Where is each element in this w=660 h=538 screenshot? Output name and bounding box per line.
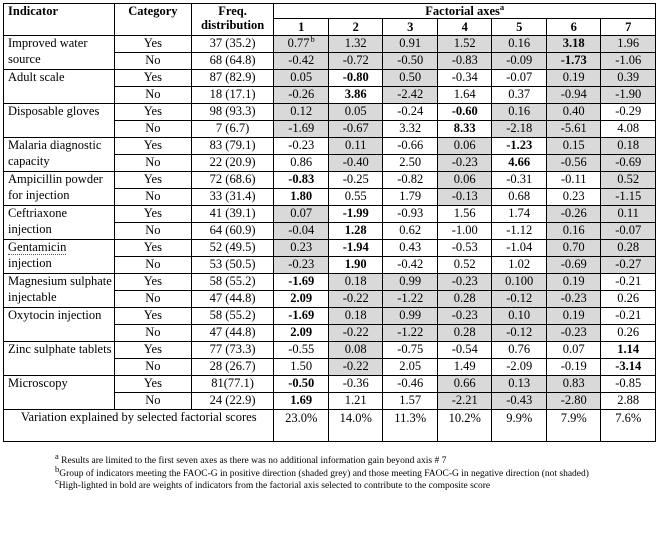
footnote-c (55, 475, 643, 492)
axis-value-cell: -1.22 (383, 325, 438, 342)
freq-distribution-cell: 83 (79.1) (191, 138, 274, 155)
axis-value-cell: 0.28 (601, 240, 656, 257)
axis-value-cell: 0.07 (274, 206, 329, 223)
indicator-cell: Improved water source (4, 36, 115, 70)
factorial-axes-title: Factorial axes (425, 4, 500, 18)
axis-value-cell: -0.12 (492, 291, 547, 308)
axis-value-cell: -1.12 (492, 223, 547, 240)
freq-distribution-cell: 52 (49.5) (191, 240, 274, 257)
freq-distribution-cell: 58 (55.2) (191, 274, 274, 291)
axis-value-cell: 0.05 (328, 104, 383, 121)
indicator-cell: Magnesium sulphate injectable (4, 274, 115, 308)
axis-value-cell: 0.26 (601, 291, 656, 308)
axis-value-cell: 0.76 (492, 342, 547, 359)
footnote-a-text: Results are limited to the first seven axes as there was no additional information gain beyond axis # 7 (61, 456, 447, 467)
axis-value-cell: 0.13 (492, 376, 547, 393)
axis-value-cell: 0.16 (546, 223, 601, 240)
axis-value-cell: -0.53 (437, 240, 492, 257)
indicator-cell: Oxytocin injection (4, 308, 115, 342)
table-row (4, 376, 656, 393)
axis-value-cell: -0.19 (546, 359, 601, 376)
axis-value-cell: 1.69 (274, 393, 329, 410)
axis-value-cell: -0.42 (274, 53, 329, 70)
footnote-marker-a-ref: a (499, 3, 505, 12)
column-header-indicator: Indicator (4, 4, 115, 36)
axis-value-cell: -0.80 (328, 70, 383, 87)
axis-value-cell: 0.10 (492, 308, 547, 325)
table-row (4, 308, 656, 325)
axis-value-cell: -0.50 (274, 376, 329, 393)
axis-value-cell: -0.27 (601, 257, 656, 274)
axis-value-cell: 1.96 (601, 36, 656, 53)
freq-distribution-cell: 7 (6.7) (191, 121, 274, 138)
axis-value-cell: -5.61 (546, 121, 601, 138)
axis-value-cell: -0.31 (492, 172, 547, 189)
axis-value-cell: -0.21 (601, 308, 656, 325)
axis-value-cell: 0.40 (546, 104, 601, 121)
table-row (4, 138, 656, 155)
axis-value-cell: 0.23 (274, 240, 329, 257)
freq-distribution-cell: 33 (31.4) (191, 189, 274, 206)
table-row (4, 206, 656, 223)
indicator-cell: Gentamicin injection (4, 240, 115, 274)
axis-value-cell: -0.56 (546, 155, 601, 172)
axis-value-cell: -1.73 (546, 53, 601, 70)
axis-value-cell: 2.09 (274, 325, 329, 342)
axis-value-cell: 1.56 (437, 206, 492, 223)
axis-value-cell: -3.14 (601, 359, 656, 376)
axis-value-cell: 1.90 (328, 257, 383, 274)
axis-value-cell: -0.04 (274, 223, 329, 240)
axis-value-cell: 1.57 (383, 393, 438, 410)
table-row (4, 36, 656, 53)
column-header-axis-1: 1 (274, 19, 329, 36)
axis-value-cell: 0.11 (601, 206, 656, 223)
axis-value-cell: -0.23 (546, 325, 601, 342)
axis-value-cell: -0.23 (274, 138, 329, 155)
axis-value-cell: -0.55 (274, 342, 329, 359)
axis-value-cell: 0.06 (437, 172, 492, 189)
variation-value-axis-1: 23.0% (274, 410, 329, 442)
category-cell: No (115, 87, 192, 104)
axis-value-cell: -0.22 (328, 291, 383, 308)
axis-value-cell: 0.26 (601, 325, 656, 342)
column-header-factorial-axes (274, 4, 656, 19)
axis-value-cell: 0.28 (437, 325, 492, 342)
axis-value-cell: 0.66 (437, 376, 492, 393)
axis-value-cell: 0.37 (492, 87, 547, 104)
footnote-c-text: High-lighted in bold are weights of indicators from the factorial axis selected to contribute to the composite score (58, 481, 491, 492)
footnote-b-marker: b (55, 463, 60, 474)
axis-value-cell: 0.28 (437, 291, 492, 308)
axis-value-cell: 1.79 (383, 189, 438, 206)
category-cell: Yes (115, 172, 192, 189)
column-header-axis-2: 2 (328, 19, 383, 36)
axis-value-cell: -0.72 (328, 53, 383, 70)
footnotes (55, 451, 643, 492)
variation-explained-label: Variation explained by selected factorial scores (4, 410, 274, 442)
axis-value-cell: -2.80 (546, 393, 601, 410)
axis-value-cell: 0.15 (546, 138, 601, 155)
category-cell: Yes (115, 274, 192, 291)
footnote-b (55, 463, 643, 480)
category-cell: Yes (115, 240, 192, 257)
axis-value-cell: 0.77$^b$ (274, 36, 329, 53)
axis-value-cell: -2.42 (383, 87, 438, 104)
axis-value-cell: -0.23 (437, 155, 492, 172)
axis-value-cell: 1.49 (437, 359, 492, 376)
axis-value-cell: 0.99 (383, 308, 438, 325)
axis-value-cell: 0.12 (274, 104, 329, 121)
column-header-axis-4: 4 (437, 19, 492, 36)
indicator-cell: Malaria diagnostic capacity (4, 138, 115, 172)
column-header-axis-5: 5 (492, 19, 547, 36)
freq-distribution-cell: 41 (39.1) (191, 206, 274, 223)
axis-value-cell: -1.69 (274, 274, 329, 291)
axis-value-cell: 0.62 (383, 223, 438, 240)
axis-value-cell: 2.88 (601, 393, 656, 410)
category-cell: No (115, 291, 192, 308)
indicator-cell: Zinc sulphate tablets (4, 342, 115, 376)
freq-distribution-cell: 64 (60.9) (191, 223, 274, 240)
category-cell: Yes (115, 342, 192, 359)
axis-value-cell: 1.21 (328, 393, 383, 410)
column-header-axis-7: 7 (601, 19, 656, 36)
axis-value-cell: -1.69 (274, 121, 329, 138)
indicator-cell: Ceftriaxone injection (4, 206, 115, 240)
axis-value-cell: -0.26 (274, 87, 329, 104)
factorial-axes-table (3, 3, 656, 442)
freq-distribution-cell: 53 (50.5) (191, 257, 274, 274)
axis-value-cell: -0.83 (437, 53, 492, 70)
category-cell: Yes (115, 36, 192, 53)
indicator-underlined-word: Gentamicin (8, 240, 67, 255)
axis-value-cell: 0.83 (546, 376, 601, 393)
category-cell: No (115, 189, 192, 206)
footnote-b-text: Group of indicators meeting the FAOC-G in positive direction (shaded grey) and those meeting FAOC-G in negative direction (not shaded) (59, 468, 589, 479)
column-header-category: Category (115, 4, 192, 36)
table-body (4, 36, 656, 410)
axis-value-cell: 0.100 (492, 274, 547, 291)
category-cell: No (115, 257, 192, 274)
axis-value-cell: 0.86 (274, 155, 329, 172)
axis-value-cell: 8.33 (437, 121, 492, 138)
axis-value-cell: 1.28 (328, 223, 383, 240)
axis-value-cell: -0.94 (546, 87, 601, 104)
axis-value-cell: -1.04 (492, 240, 547, 257)
axis-value-cell: 0.08 (328, 342, 383, 359)
category-cell: No (115, 223, 192, 240)
axis-value-cell: 0.19 (546, 70, 601, 87)
axis-value-cell: 0.52 (437, 257, 492, 274)
axis-value-cell: -0.23 (546, 291, 601, 308)
axis-value-cell: 0.05 (274, 70, 329, 87)
axis-value-cell: 0.06 (437, 138, 492, 155)
freq-distribution-cell: 22 (20.9) (191, 155, 274, 172)
category-cell: Yes (115, 104, 192, 121)
axis-value-cell: 3.18 (546, 36, 601, 53)
footnote-a (55, 451, 643, 467)
axis-value-cell: -1.23 (492, 138, 547, 155)
axis-value-cell: -0.42 (383, 257, 438, 274)
axis-value-cell: 0.55 (328, 189, 383, 206)
axis-value-cell: -1.06 (601, 53, 656, 70)
axis-value-cell: 1.80 (274, 189, 329, 206)
footnote-a-marker: a (55, 451, 59, 462)
freq-distribution-cell: 37 (35.2) (191, 36, 274, 53)
axis-value-cell: 1.64 (437, 87, 492, 104)
axis-value-cell: -0.69 (601, 155, 656, 172)
axis-value-cell: 1.52 (437, 36, 492, 53)
axis-value-cell: -0.12 (492, 325, 547, 342)
axis-value-cell: 4.66 (492, 155, 547, 172)
freq-distribution-cell: 68 (64.8) (191, 53, 274, 70)
header-row-1 (4, 4, 656, 19)
axis-value-cell: -1.22 (383, 291, 438, 308)
axis-value-cell: -0.13 (437, 189, 492, 206)
freq-distribution-cell: 58 (55.2) (191, 308, 274, 325)
table-header (4, 4, 656, 36)
category-cell: Yes (115, 308, 192, 325)
axis-value-cell: 2.09 (274, 291, 329, 308)
freq-distribution-cell: 77 (73.3) (191, 342, 274, 359)
footnote-c-marker: c (55, 475, 59, 486)
axis-value-cell: -0.22 (328, 359, 383, 376)
category-cell: Yes (115, 70, 192, 87)
axis-value-cell: 1.50 (274, 359, 329, 376)
table-row (4, 104, 656, 121)
freq-distribution-cell: 47 (44.8) (191, 291, 274, 308)
table-row (4, 274, 656, 291)
axis-value-cell: -1.90 (601, 87, 656, 104)
freq-distribution-cell: 98 (93.3) (191, 104, 274, 121)
axis-value-cell: -1.00 (437, 223, 492, 240)
axis-value-cell: 1.02 (492, 257, 547, 274)
axis-value-cell: -1.94 (328, 240, 383, 257)
axis-value-cell: 0.68 (492, 189, 547, 206)
axis-value-cell: -1.15 (601, 189, 656, 206)
axis-value-cell: -0.60 (437, 104, 492, 121)
axis-value-cell: -0.24 (383, 104, 438, 121)
freq-distribution-cell: 18 (17.1) (191, 87, 274, 104)
axis-value-cell: -0.75 (383, 342, 438, 359)
category-cell: No (115, 393, 192, 410)
freq-distribution-cell: 24 (22.9) (191, 393, 274, 410)
indicator-cell: Microscopy (4, 376, 115, 410)
axis-value-cell: 3.86 (328, 87, 383, 104)
axis-value-cell: -0.93 (383, 206, 438, 223)
axis-value-cell: -0.25 (328, 172, 383, 189)
axis-value-cell: 0.18 (328, 274, 383, 291)
axis-value-cell: -0.46 (383, 376, 438, 393)
indicator-cell: Disposable gloves (4, 104, 115, 138)
axis-value-cell: -0.69 (546, 257, 601, 274)
axis-value-cell: -0.21 (601, 274, 656, 291)
table-row (4, 342, 656, 359)
axis-value-cell: 0.43 (383, 240, 438, 257)
column-header-axis-6: 6 (546, 19, 601, 36)
axis-value-cell: -0.22 (328, 325, 383, 342)
axis-value-cell: -0.11 (546, 172, 601, 189)
axis-value-cell: -0.67 (328, 121, 383, 138)
axis-value-cell: 0.16 (492, 36, 547, 53)
axis-value-cell: 0.11 (328, 138, 383, 155)
table-row (4, 172, 656, 189)
axis-value-cell: 1.14 (601, 342, 656, 359)
axis-value-cell: 0.39 (601, 70, 656, 87)
axis-value-cell: 0.99 (383, 274, 438, 291)
category-cell: No (115, 155, 192, 172)
variation-value-axis-6: 7.9% (546, 410, 601, 442)
category-cell: No (115, 53, 192, 70)
axis-value-cell: 1.32 (328, 36, 383, 53)
freq-distribution-cell: 81(77.1) (191, 376, 274, 393)
freq-distribution-cell: 87 (82.9) (191, 70, 274, 87)
axis-value-cell: -0.43 (492, 393, 547, 410)
category-cell: Yes (115, 138, 192, 155)
axis-value-cell: -0.09 (492, 53, 547, 70)
table-footer (4, 410, 656, 442)
axis-value-cell: 0.23 (546, 189, 601, 206)
axis-value-cell: -0.40 (328, 155, 383, 172)
axis-value-cell: -2.18 (492, 121, 547, 138)
axis-value-cell: -0.07 (492, 70, 547, 87)
axis-value-cell: -0.23 (437, 308, 492, 325)
axis-value-cell: -0.34 (437, 70, 492, 87)
axis-value-cell: -0.83 (274, 172, 329, 189)
axis-value-cell: -0.26 (546, 206, 601, 223)
axis-value-cell: 0.19 (546, 308, 601, 325)
column-header-freq-distribution: Freq. distribution (191, 4, 274, 36)
category-cell: Yes (115, 376, 192, 393)
axis-value-cell: 0.18 (601, 138, 656, 155)
axis-value-cell: 0.50 (383, 70, 438, 87)
axis-value-cell: 0.52 (601, 172, 656, 189)
axis-value-cell: 2.50 (383, 155, 438, 172)
axis-value-cell: -2.09 (492, 359, 547, 376)
category-cell: Yes (115, 206, 192, 223)
footnote-b-ref: b (310, 35, 315, 45)
variation-value-axis-7: 7.6% (601, 410, 656, 442)
axis-value-cell: -1.99 (328, 206, 383, 223)
axis-value-cell: -1.69 (274, 308, 329, 325)
category-cell: No (115, 325, 192, 342)
axis-value-cell: 1.74 (492, 206, 547, 223)
freq-distribution-cell: 28 (26.7) (191, 359, 274, 376)
axis-value-cell: 0.18 (328, 308, 383, 325)
axis-value-cell: -0.23 (437, 274, 492, 291)
table-row (4, 70, 656, 87)
table-row (4, 240, 656, 257)
variation-value-axis-2: 14.0% (328, 410, 383, 442)
axis-value-cell: 2.05 (383, 359, 438, 376)
category-cell: No (115, 121, 192, 138)
axis-value-cell: -0.82 (383, 172, 438, 189)
axis-value-cell: 0.07 (546, 342, 601, 359)
axis-value-cell: -0.50 (383, 53, 438, 70)
variation-value-axis-4: 10.2% (437, 410, 492, 442)
axis-value-cell: -0.85 (601, 376, 656, 393)
axis-value-cell: 3.32 (383, 121, 438, 138)
axis-value-cell: 0.70 (546, 240, 601, 257)
axis-value-cell: 0.19 (546, 274, 601, 291)
indicator-cell: Ampicillin powder for injection (4, 172, 115, 206)
variation-value-axis-3: 11.3% (383, 410, 438, 442)
axis-value-cell: -0.23 (274, 257, 329, 274)
variation-explained-row (4, 410, 656, 442)
axis-value-cell: -0.36 (328, 376, 383, 393)
category-cell: No (115, 359, 192, 376)
indicator-cell: Adult scale (4, 70, 115, 104)
axis-value-cell: -2.21 (437, 393, 492, 410)
axis-value-cell: 0.91 (383, 36, 438, 53)
axis-value-cell: -0.07 (601, 223, 656, 240)
axis-value-cell: -0.29 (601, 104, 656, 121)
axis-value-cell: -0.54 (437, 342, 492, 359)
axis-value-cell: 4.08 (601, 121, 656, 138)
column-header-axis-3: 3 (383, 19, 438, 36)
axis-value-cell: 0.16 (492, 104, 547, 121)
freq-distribution-cell: 72 (68.6) (191, 172, 274, 189)
axis-value-cell: -0.66 (383, 138, 438, 155)
variation-value-axis-5: 9.9% (492, 410, 547, 442)
freq-distribution-cell: 47 (44.8) (191, 325, 274, 342)
